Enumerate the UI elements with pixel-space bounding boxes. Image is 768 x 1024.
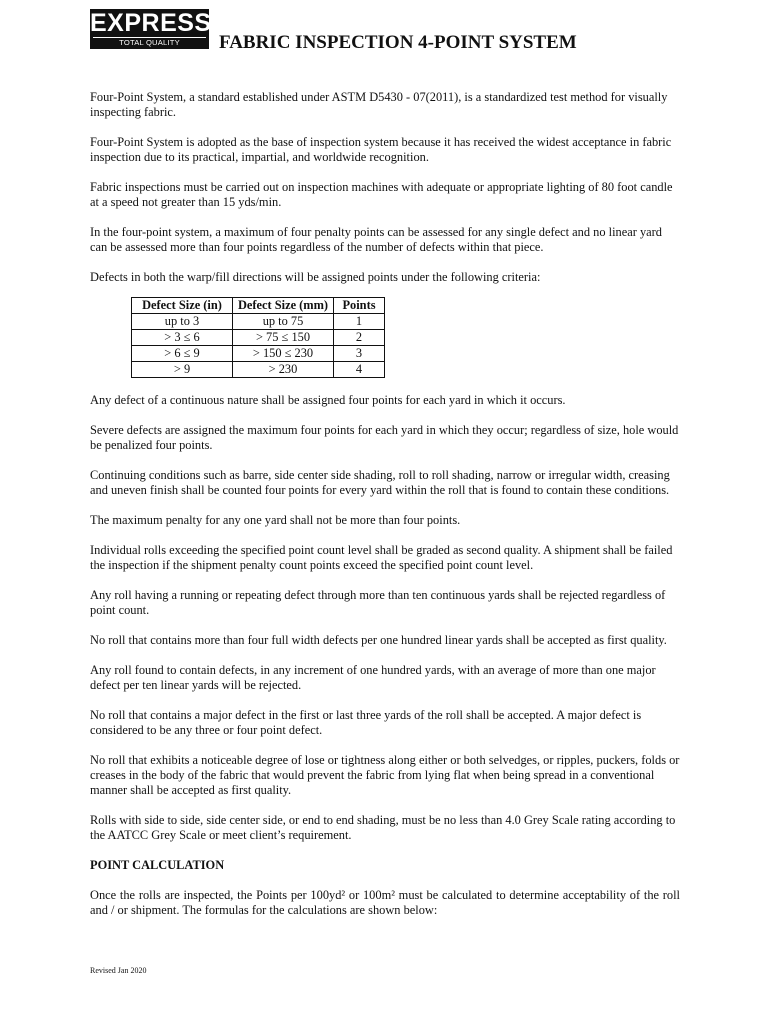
paragraph-point-calculation: Once the rolls are inspected, the Points per 100yd² or 100m² must be calculated to determine acceptability of the roll and / or shipment. The formulas for the calculations are shown below: <box>90 888 680 917</box>
cell-size-mm: > 150 ≤ 230 <box>233 346 334 362</box>
paragraph-continuing-conditions: Continuing conditions such as barre, side center side shading, roll to roll shading, narrow or irregular width, creasing and uneven finish shall be counted four points for every yard within the roll that is found to contain these conditions. <box>90 468 670 497</box>
paragraph-criteria-intro: Defects in both the warp/fill directions will be assigned points under the following criteria: <box>90 270 541 284</box>
paragraph-standard: Four-Point System, a standard established under ASTM D5430 - 07(2011), is a standardized test method for visually inspecting fabric. <box>90 90 668 119</box>
paragraph-first-last-yards: No roll that contains a major defect in the first or last three yards of the roll shall be accepted. A major defect is considered to be any three or four point defect. <box>90 708 642 737</box>
page-title: FABRIC INSPECTION 4-POINT SYSTEM <box>219 32 577 53</box>
paragraph-max-penalty: In the four-point system, a maximum of four penalty points can be assessed for any single defect and no linear yard can be assessed more than four points regardless of the number of defects within that piece. <box>90 225 662 254</box>
revision-footer: Revised Jan 2020 <box>90 966 147 975</box>
table-row <box>132 346 385 362</box>
cell-size-mm: up to 75 <box>233 314 334 330</box>
paragraph-full-width-defects: No roll that contains more than four full width defects per one hundred linear yards shall be accepted as first quality. <box>90 633 667 647</box>
section-heading-point-calculation: POINT CALCULATION <box>90 858 225 872</box>
cell-points: 3 <box>334 346 385 362</box>
cell-size-in: > 9 <box>132 362 233 378</box>
paragraph-lighting: Fabric inspections must be carried out on inspection machines with adequate or appropriate lighting of 80 foot candle at a speed not greater than 15 yds/min. <box>90 180 673 209</box>
cell-points: 1 <box>334 314 385 330</box>
header-points: Points <box>334 298 385 314</box>
header-defect-size-in: Defect Size (in) <box>132 298 233 314</box>
paragraph-running-defect: Any roll having a running or repeating defect through more than ten continuous yards shall be rejected regardless of point count. <box>90 588 666 617</box>
table-row <box>132 330 385 346</box>
cell-size-mm: > 230 <box>233 362 334 378</box>
logo-tagline: TOTAL QUALITY MANAGEMENT <box>93 37 206 56</box>
defect-points-table <box>131 297 385 378</box>
cell-size-in: > 6 ≤ 9 <box>132 346 233 362</box>
document-body <box>90 90 680 933</box>
paragraph-severe-defects: Severe defects are assigned the maximum four points for each yard in which they occur; regardless of size, hole would be penalized four points. <box>90 423 679 452</box>
cell-points: 4 <box>334 362 385 378</box>
header-defect-size-mm: Defect Size (mm) <box>233 298 334 314</box>
paragraph-selvedges: No roll that exhibits a noticeable degree of lose or tightness along either or both selvedges, or ripples, puckers, folds or creases in the body of the fabric that would prevent the fabric from lying flat when being spread in a conventional manner shall be accepted as first quality. <box>90 753 680 797</box>
cell-size-in: > 3 ≤ 6 <box>132 330 233 346</box>
paragraph-max-per-yard: The maximum penalty for any one yard shall not be more than four points. <box>90 513 461 527</box>
cell-size-mm: > 75 ≤ 150 <box>233 330 334 346</box>
paragraph-major-defect-average: Any roll found to contain defects, in any increment of one hundred yards, with an average of more than one major defect per ten linear yards will be rejected. <box>90 663 656 692</box>
cell-points: 2 <box>334 330 385 346</box>
cell-size-in: up to 3 <box>132 314 233 330</box>
paragraph-shading: Rolls with side to side, side center side, or end to end shading, must be no less than 4.0 Grey Scale rating according to the AATCC Grey Scale or meet client’s requirement. <box>90 813 676 842</box>
table-header-row <box>132 298 385 314</box>
paragraph-adoption: Four-Point System is adopted as the base of inspection system because it has received the widest acceptance in fabric inspection due to its practical, impartial, and worldwide recognition. <box>90 135 672 164</box>
table-row <box>132 314 385 330</box>
company-logo <box>90 9 212 56</box>
table-row <box>132 362 385 378</box>
paragraph-continuous-defect: Any defect of a continuous nature shall be assigned four points for each yard in which it occurs. <box>90 393 566 407</box>
paragraph-second-quality: Individual rolls exceeding the specified point count level shall be graded as second quality. A shipment shall be failed the inspection if the shipment penalty count points exceed the specified point count level. <box>90 543 673 572</box>
logo-wordmark: EXPRESS <box>90 9 212 37</box>
